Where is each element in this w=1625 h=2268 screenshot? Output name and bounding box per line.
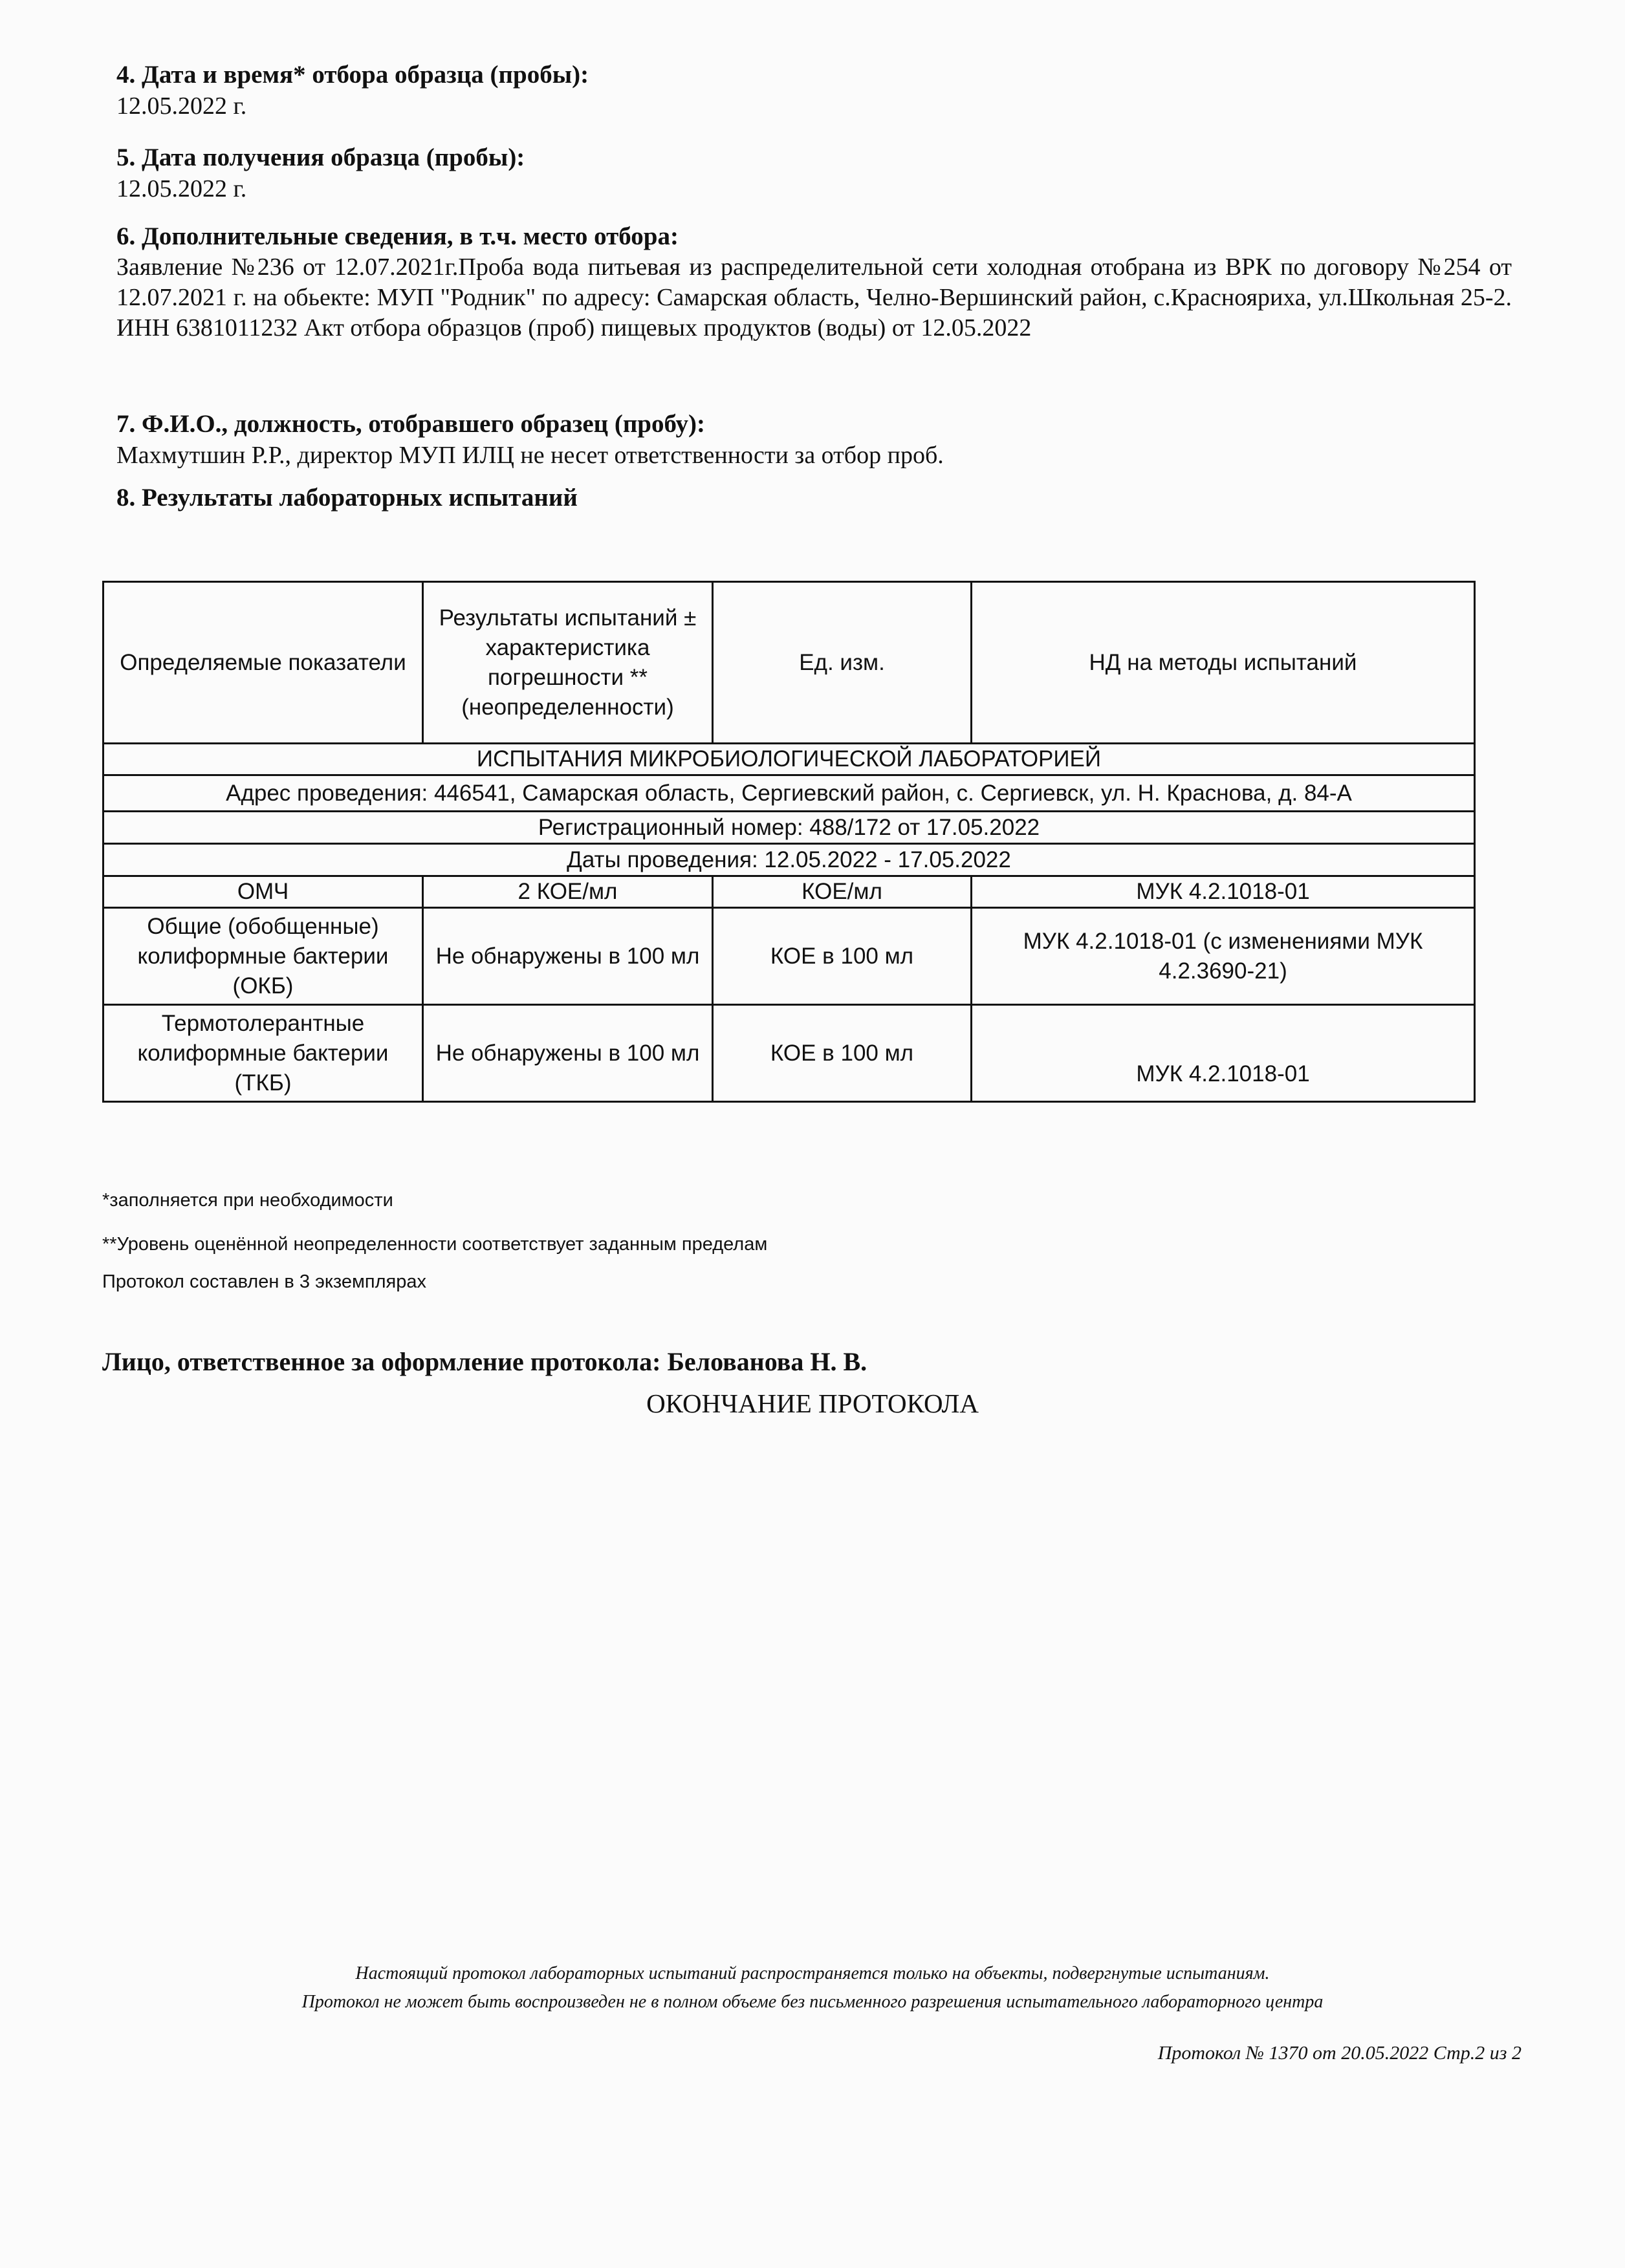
- lab-address: Адрес проведения: 446541, Самарская область, Сергиевский район, с. Сергиевск, ул. Н. Краснова, д. 84-А: [104, 775, 1475, 812]
- unit-cell: КОЕ в 100 мл: [713, 1005, 972, 1102]
- indicator-cell: Общие (обобщенные) колиформные бактерии (ОКБ): [104, 908, 423, 1005]
- registration-number: Регистрационный номер: 488/172 от 17.05.2022: [104, 812, 1475, 844]
- result-cell: 2 КОЕ/мл: [423, 876, 713, 908]
- results-table: [102, 581, 1476, 1103]
- dates-row: [104, 844, 1475, 876]
- result-cell: Не обнаружены в 100 мл: [423, 1005, 713, 1102]
- method-cell: МУК 4.2.1018-01: [972, 1005, 1475, 1102]
- section-6-value: Заявление №236 от 12.07.2021г.Проба вода питьевая из распределительной сети холодная отобрана из ВРК по договору №254 от 12.07.2021 г. на обьекте: МУП "Родник" по адресу: Самарская область, Челно-Вершинский район, с.Краснояриха, ул.Школьная 25-2. ИНН 6381011232 Акт отбора образцов (проб) пищевых продуктов (воды) от 12.05.2022: [116, 254, 1512, 341]
- lab-title-row: [104, 744, 1475, 775]
- section-5: [116, 142, 1512, 204]
- section-7-heading: 7. Ф.И.О., должность, отобравшего образец (пробу):: [116, 410, 705, 438]
- section-5-heading: 5. Дата получения образца (пробы):: [116, 144, 525, 171]
- disclaimer-line-2: Протокол не может быть воспроизведен не в полном объеме без письменного разрешения испытательного лабораторного центра: [301, 1992, 1324, 2012]
- section-4-heading: 4. Дата и время* отбора образца (пробы):: [116, 61, 589, 89]
- indicator-cell: Термотолерантные колиформные бактерии (ТКБ): [104, 1005, 423, 1102]
- header-unit: Ед. изм.: [713, 582, 972, 744]
- disclaimer-line-1: Настоящий протокол лабораторных испытаний распространяется только на объекты, подвергнутые испытаниям.: [355, 1963, 1270, 1983]
- footnote-asterisk: *заполняется при необходимости: [102, 1190, 393, 1211]
- header-results: Результаты испытаний ± характеристика погрешности **(неопределенности): [423, 582, 713, 744]
- section-6-heading: 6. Дополнительные сведения, в т.ч. место отбора:: [116, 222, 679, 250]
- section-7: [116, 409, 1512, 471]
- indicator-cell: ОМЧ: [104, 876, 423, 908]
- unit-cell: КОЕ/мл: [713, 876, 972, 908]
- lab-title: ИСПЫТАНИЯ МИКРОБИОЛОГИЧЕСКОЙ ЛАБОРАТОРИЕЙ: [104, 744, 1475, 775]
- method-cell: МУК 4.2.1018-01: [972, 876, 1475, 908]
- footnote-uncertainty: **Уровень оценённой неопределенности соответствует заданным пределам: [102, 1234, 768, 1255]
- table-row: [104, 876, 1475, 908]
- section-8: [116, 482, 1512, 513]
- section-4-value: 12.05.2022 г.: [116, 92, 247, 120]
- end-of-protocol-title: ОКОНЧАНИЕ ПРОТОКОЛА: [646, 1388, 979, 1418]
- header-indicators: Определяемые показатели: [104, 582, 423, 744]
- unit-cell: КОЕ в 100 мл: [713, 908, 972, 1005]
- responsible-person: Лицо, ответственное за оформление протокола: Белованова Н. В.: [102, 1347, 867, 1376]
- method-cell: МУК 4.2.1018-01 (с изменениями МУК 4.2.3690-21): [972, 908, 1475, 1005]
- section-5-value: 12.05.2022 г.: [116, 175, 247, 202]
- table-row: [104, 1005, 1475, 1102]
- table-header-row: [104, 582, 1475, 744]
- section-4: [116, 59, 1512, 122]
- registration-row: [104, 812, 1475, 844]
- table-row: [104, 908, 1475, 1005]
- footnote-copies: Протокол составлен в 3 экземплярах: [102, 1271, 427, 1292]
- test-dates: Даты проведения: 12.05.2022 - 17.05.2022: [104, 844, 1475, 876]
- section-6: [116, 221, 1512, 343]
- lab-address-row: [104, 775, 1475, 812]
- section-7-value: Махмутшин Р.Р., директор МУП ИЛЦ не несет ответственности за отбор проб.: [116, 442, 944, 469]
- protocol-number: Протокол № 1370 от 20.05.2022 Стр.2 из 2: [1157, 2042, 1521, 2064]
- section-8-heading: 8. Результаты лабораторных испытаний: [116, 484, 578, 512]
- result-cell: Не обнаружены в 100 мл: [423, 908, 713, 1005]
- header-method: НД на методы испытаний: [972, 582, 1475, 744]
